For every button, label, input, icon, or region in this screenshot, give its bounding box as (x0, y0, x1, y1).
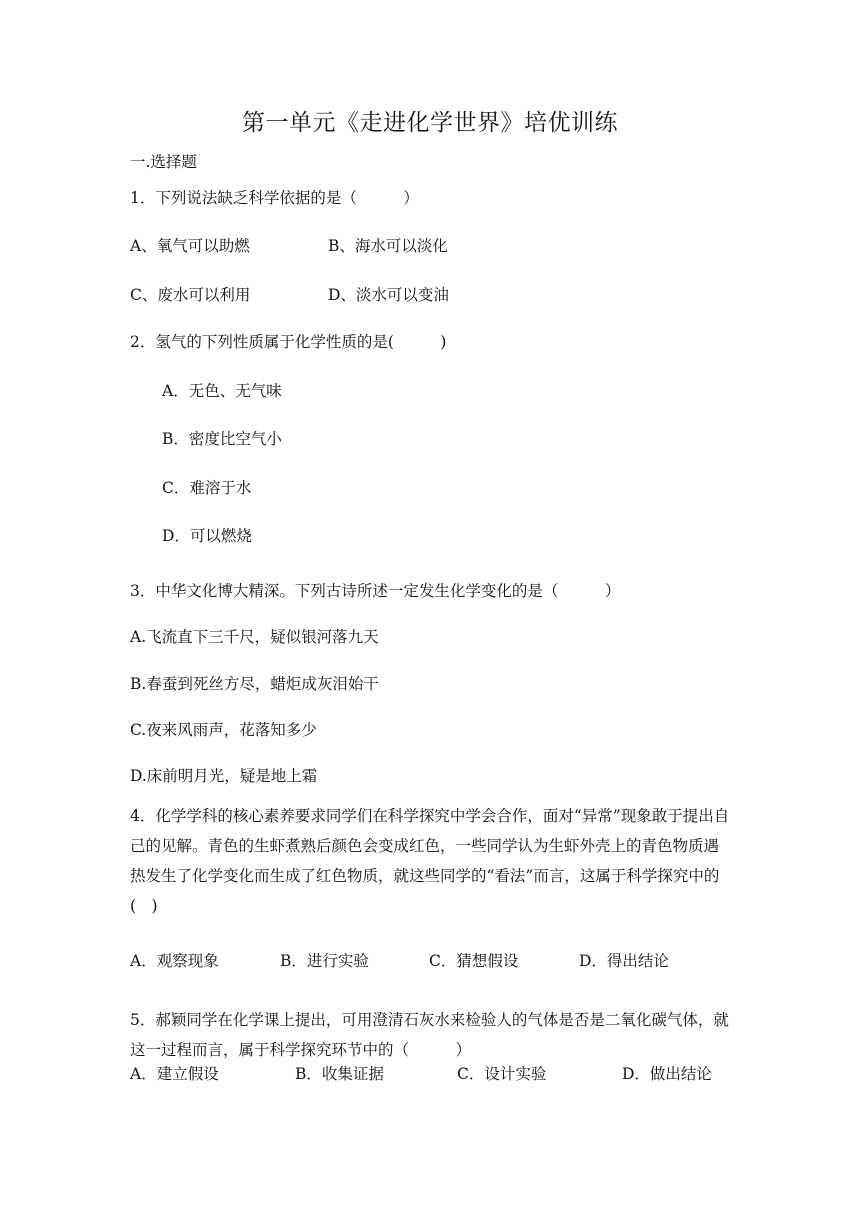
question-1-option-c: C、废水可以利用 (130, 286, 251, 304)
question-5-option-c: C．设计实验 (457, 1065, 547, 1083)
document-title: 第一单元《走进化学世界》培优训练 (242, 110, 618, 136)
question-3-stem: 3．中华文化博大精深。下列古诗所述一定发生化学变化的是（ ） (130, 582, 621, 600)
question-5-option-a: A．建立假设 (130, 1065, 219, 1083)
question-2-stem: 2．氢气的下列性质属于化学性质的是( ) (130, 333, 447, 351)
question-4-option-a: A．观察现象 (130, 952, 219, 970)
question-5-stem: 5．郝颖同学在化学课上提出，可用澄清石灰水来检验人的气体是否是二氧化碳气体，就这一过程而言，属于科学探究环节中的（ ） (130, 1011, 729, 1059)
question-2-option-c: C．难溶于水 (162, 479, 252, 497)
question-3-option-a: A.飞流直下三千尺，疑似银河落九天 (130, 628, 379, 646)
question-1-stem: 1．下列说法缺乏科学依据的是（ ） (130, 189, 419, 207)
question-5-option-d: D．做出结论 (622, 1065, 712, 1083)
question-3-option-c: C.夜来风雨声，花落知多少 (130, 721, 317, 739)
question-5-option-b: B．收集证据 (295, 1065, 384, 1083)
question-2-option-a: A．无色、无气味 (162, 382, 282, 400)
question-1-option-a: A、氧气可以助燃 (130, 237, 250, 255)
question-4-option-c: C．猜想假设 (429, 952, 519, 970)
question-4-option-d: D．得出结论 (579, 952, 669, 970)
question-1-option-b: B、海水可以淡化 (328, 237, 448, 255)
question-4-option-b: B．进行实验 (280, 952, 369, 970)
question-2-option-d: D．可以燃烧 (162, 527, 252, 545)
question-4-stem: 4．化学学科的核心素养要求同学们在科学探究中学会合作，面对“异常”现象敢于提出自己的见解。青色的生虾煮熟后颜色会变成红色，一些同学认为生虾外壳上的青色物质遇热发生了化学变化而生成了红色物质，就这些同学的“看法”而言，这属于科学探究中的( ) (130, 807, 730, 915)
question-3-option-d: D.床前明月光，疑是地上霜 (130, 767, 318, 785)
question-3-option-b: B.春蚕到死丝方尽，蜡炬成灰泪始干 (130, 675, 379, 693)
question-2-option-b: B．密度比空气小 (162, 430, 282, 448)
section-heading: 一.选择题 (130, 153, 197, 171)
question-1-option-d: D、淡水可以变油 (328, 286, 449, 304)
